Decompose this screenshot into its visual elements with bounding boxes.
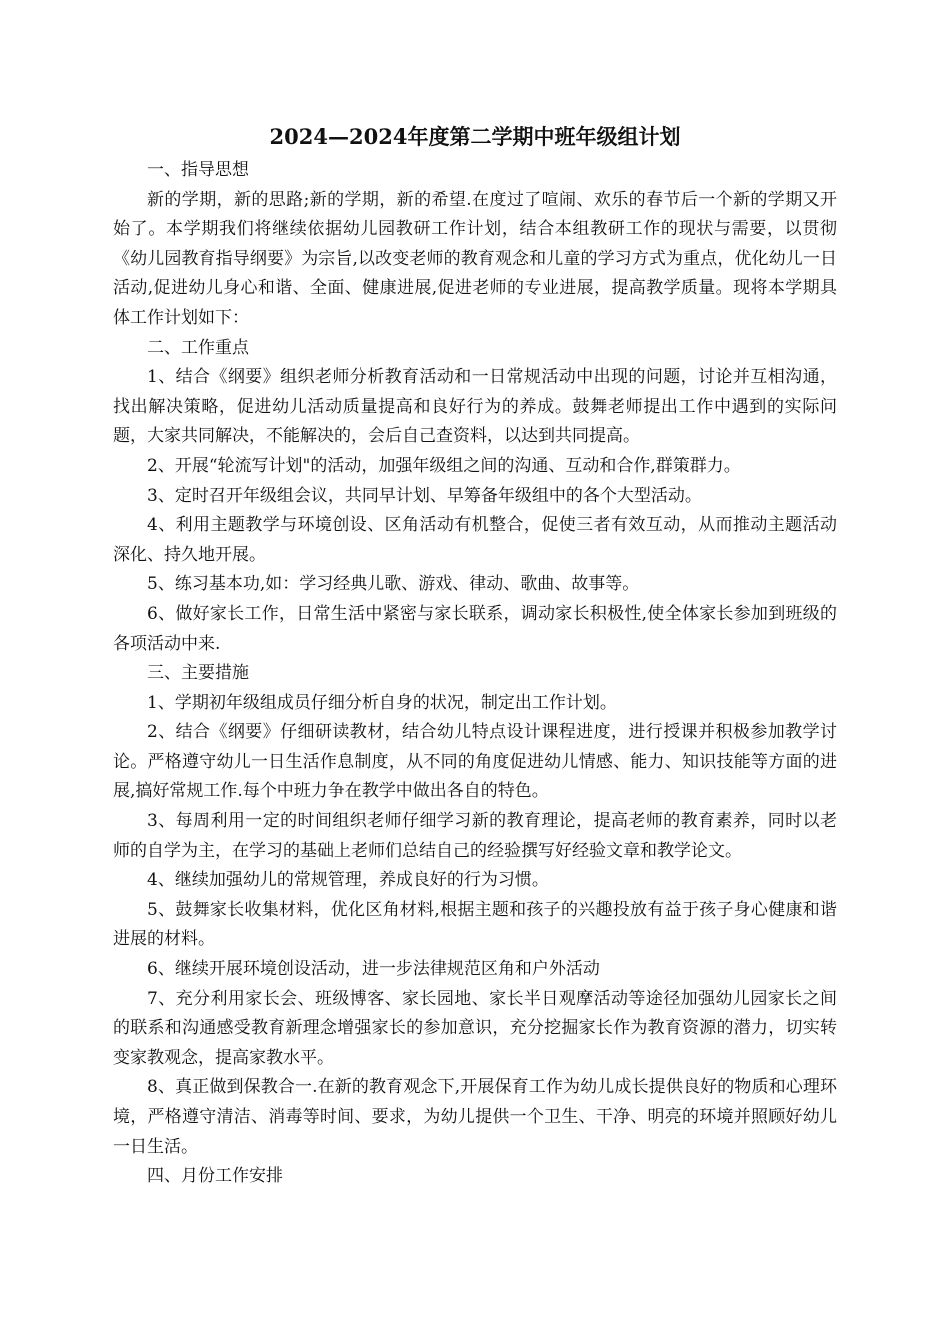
- section-heading-work-focus: 二、工作重点: [147, 337, 249, 358]
- measure-item-2: 2、结合《纲要》仔细研读教材，结合幼儿特点设计课程进度，进行授课并积极参加教学讨论。严格遵守幼儿一日生活作息制度，从不同的角度促进幼儿情感、能力、知识技能等方面的进展,搞好常规工作.每个中班力争在教学中做出各自的特色。: [113, 722, 837, 802]
- measure-item-5: 5、鼓舞家长收集材料，优化区角材料,根据主题和孩子的兴趣投放有益于孩子身心健康和谐进展的材料。: [113, 899, 837, 950]
- section-heading-main-measures: 三、主要措施: [147, 663, 249, 684]
- document-page: [113, 118, 837, 1192]
- focus-item-1: 1、结合《纲要》组织老师分析教育活动和一日常规活动中出现的问题，讨论并互相沟通，找出解决策略，促进幼儿活动质量提高和良好行为的养成。鼓舞老师提出工作中遇到的实际问题，大家共同解决，不能解决的，会后自己查资料，以达到共同提高。: [113, 367, 837, 447]
- focus-item-5: 5、练习基本功,如：学习经典儿歌、游戏、律动、歌曲、故事等。: [147, 574, 640, 595]
- focus-item-2: 2、开展“轮流写计划"的活动，加强年级组之间的沟通、互动和合作,群策群力。: [147, 455, 741, 476]
- measure-item-8: 8、真正做到保教合一.在新的教育观念下,开展保育工作为幼儿成长提供良好的物质和心理环境，严格遵守清洁、消毒等时间、要求，为幼儿提供一个卫生、干净、明亮的环境并照顾好幼儿一日生活。: [113, 1077, 837, 1157]
- section-heading-guiding-ideology: 一、指导思想: [147, 160, 249, 180]
- measure-item-7: 7、充分利用家长会、班级博客、家长园地、家长半日观摩活动等途径加强幼儿园家长之间的联系和沟通感受教育新理念增强家长的参加意识，充分挖掘家长作为教育资源的潜力，切实转变家教观念，提高家教水平。: [113, 988, 837, 1068]
- focus-item-3: 3、定时召开年级组会议，共同早计划、早筹备年级组中的各个大型活动。: [147, 485, 702, 506]
- measure-item-6: 6、继续开展环境创设活动，进一步法律规范区角和户外活动: [147, 959, 600, 980]
- document-title: 2024—2024年度第二学期中班年级组计划: [269, 124, 681, 149]
- focus-item-6: 6、做好家长工作，日常生活中紧密与家长联系，调动家长积极性,使全体家长参加到班级的各项活动中来.: [113, 603, 837, 654]
- measure-item-3: 3、每周利用一定的时间组织老师仔细学习新的教育理论，提高老师的教育素养，同时以老师的自学为主，在学习的基础上老师们总结自己的经验撰写好经验文章和教学论文。: [113, 811, 837, 861]
- focus-item-4: 4、利用主题教学与环境创设、区角活动有机整合，促使三者有效互动，从而推动主题活动深化、持久地开展。: [113, 515, 837, 565]
- paragraph-intro: 新的学期，新的思路;新的学期，新的希望.在度过了喧闹、欢乐的春节后一个新的学期又开始了。本学期我们将继续依据幼儿园教研工作计划，结合本组教研工作的现状与需要，以贯彻《幼儿园教育指导纲要》为宗旨,以改变老师的教育观念和儿童的学习方式为重点，优化幼儿一日活动,促进幼儿身心和谐、全面、健康进展,促进老师的专业进展，提高教学质量。现将本学期具体工作计划如下：: [113, 189, 837, 328]
- measure-item-4: 4、继续加强幼儿的常规管理，养成良好的行为习惯。: [147, 870, 549, 891]
- section-heading-monthly-schedule: 四、月份工作安排: [147, 1166, 283, 1187]
- measure-item-1: 1、学期初年级组成员仔细分析自身的状况，制定出工作计划。: [147, 692, 617, 713]
